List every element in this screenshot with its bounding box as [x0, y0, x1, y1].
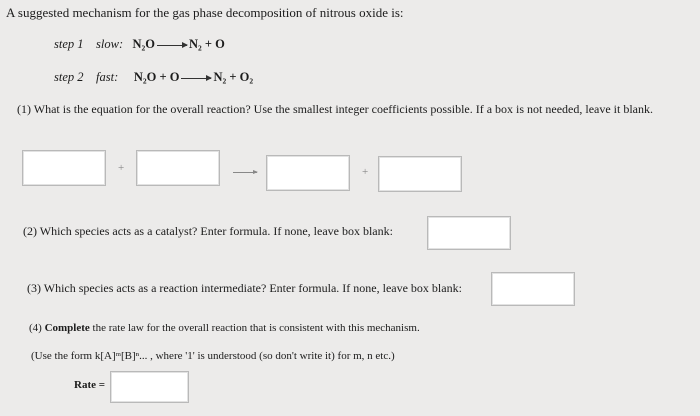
question-4-text — [29, 322, 420, 334]
question-1-text: (1) What is the equation for the overall reaction? Use the smallest integer coefficients possible. If a box is not needed, leave it blank. — [17, 102, 654, 116]
step-2-row — [54, 70, 253, 85]
plus-sign-2: + — [362, 166, 369, 178]
rate-label: Rate = — [74, 379, 106, 391]
step-2-reactants: N₂O + O — [133, 70, 180, 84]
question-4-bold: Complete — [44, 322, 90, 334]
step-1-row — [54, 37, 225, 52]
overall-reactant-1-input[interactable] — [22, 150, 106, 186]
rate-law-input[interactable] — [110, 371, 189, 403]
step-2-number: step 2 — [54, 70, 84, 84]
step-1-reactants: N₂O — [132, 37, 155, 51]
overall-product-2-input[interactable] — [378, 156, 462, 192]
overall-reaction-arrow — [233, 172, 257, 173]
question-2-text: (2) Which species acts as a catalyst? Enter formula. If none, leave box blank: — [23, 224, 393, 238]
step-1-speed: slow: — [96, 37, 124, 51]
question-3-text: (3) Which species acts as a reaction intermediate? Enter formula. If none, leave box blank: — [27, 281, 462, 295]
step-1-arrow — [157, 45, 187, 46]
step-1-products: N₂ + O — [188, 37, 225, 51]
intro-text: A suggested mechanism for the gas phase decomposition of nitrous oxide is: — [6, 5, 404, 20]
plus-sign-1: + — [118, 162, 125, 174]
intermediate-input[interactable] — [491, 272, 575, 306]
step-2-products: N₂ + O₂ — [213, 70, 254, 84]
overall-reactant-2-input[interactable] — [136, 150, 220, 186]
step-2-speed: fast: — [96, 70, 119, 84]
overall-product-1-input[interactable] — [266, 155, 350, 191]
step-2-arrow — [181, 78, 211, 79]
question-4-body: the rate law for the overall reaction that is consistent with this mechanism. — [89, 322, 420, 334]
question-4-hint: (Use the form k[A]ᵐ[B]ⁿ... , where '1' is understood (so don't write it) for m, n etc.) — [31, 350, 395, 362]
catalyst-input[interactable] — [427, 216, 511, 250]
question-4-prefix: (4) — [29, 322, 45, 334]
step-1-number: step 1 — [54, 37, 84, 51]
